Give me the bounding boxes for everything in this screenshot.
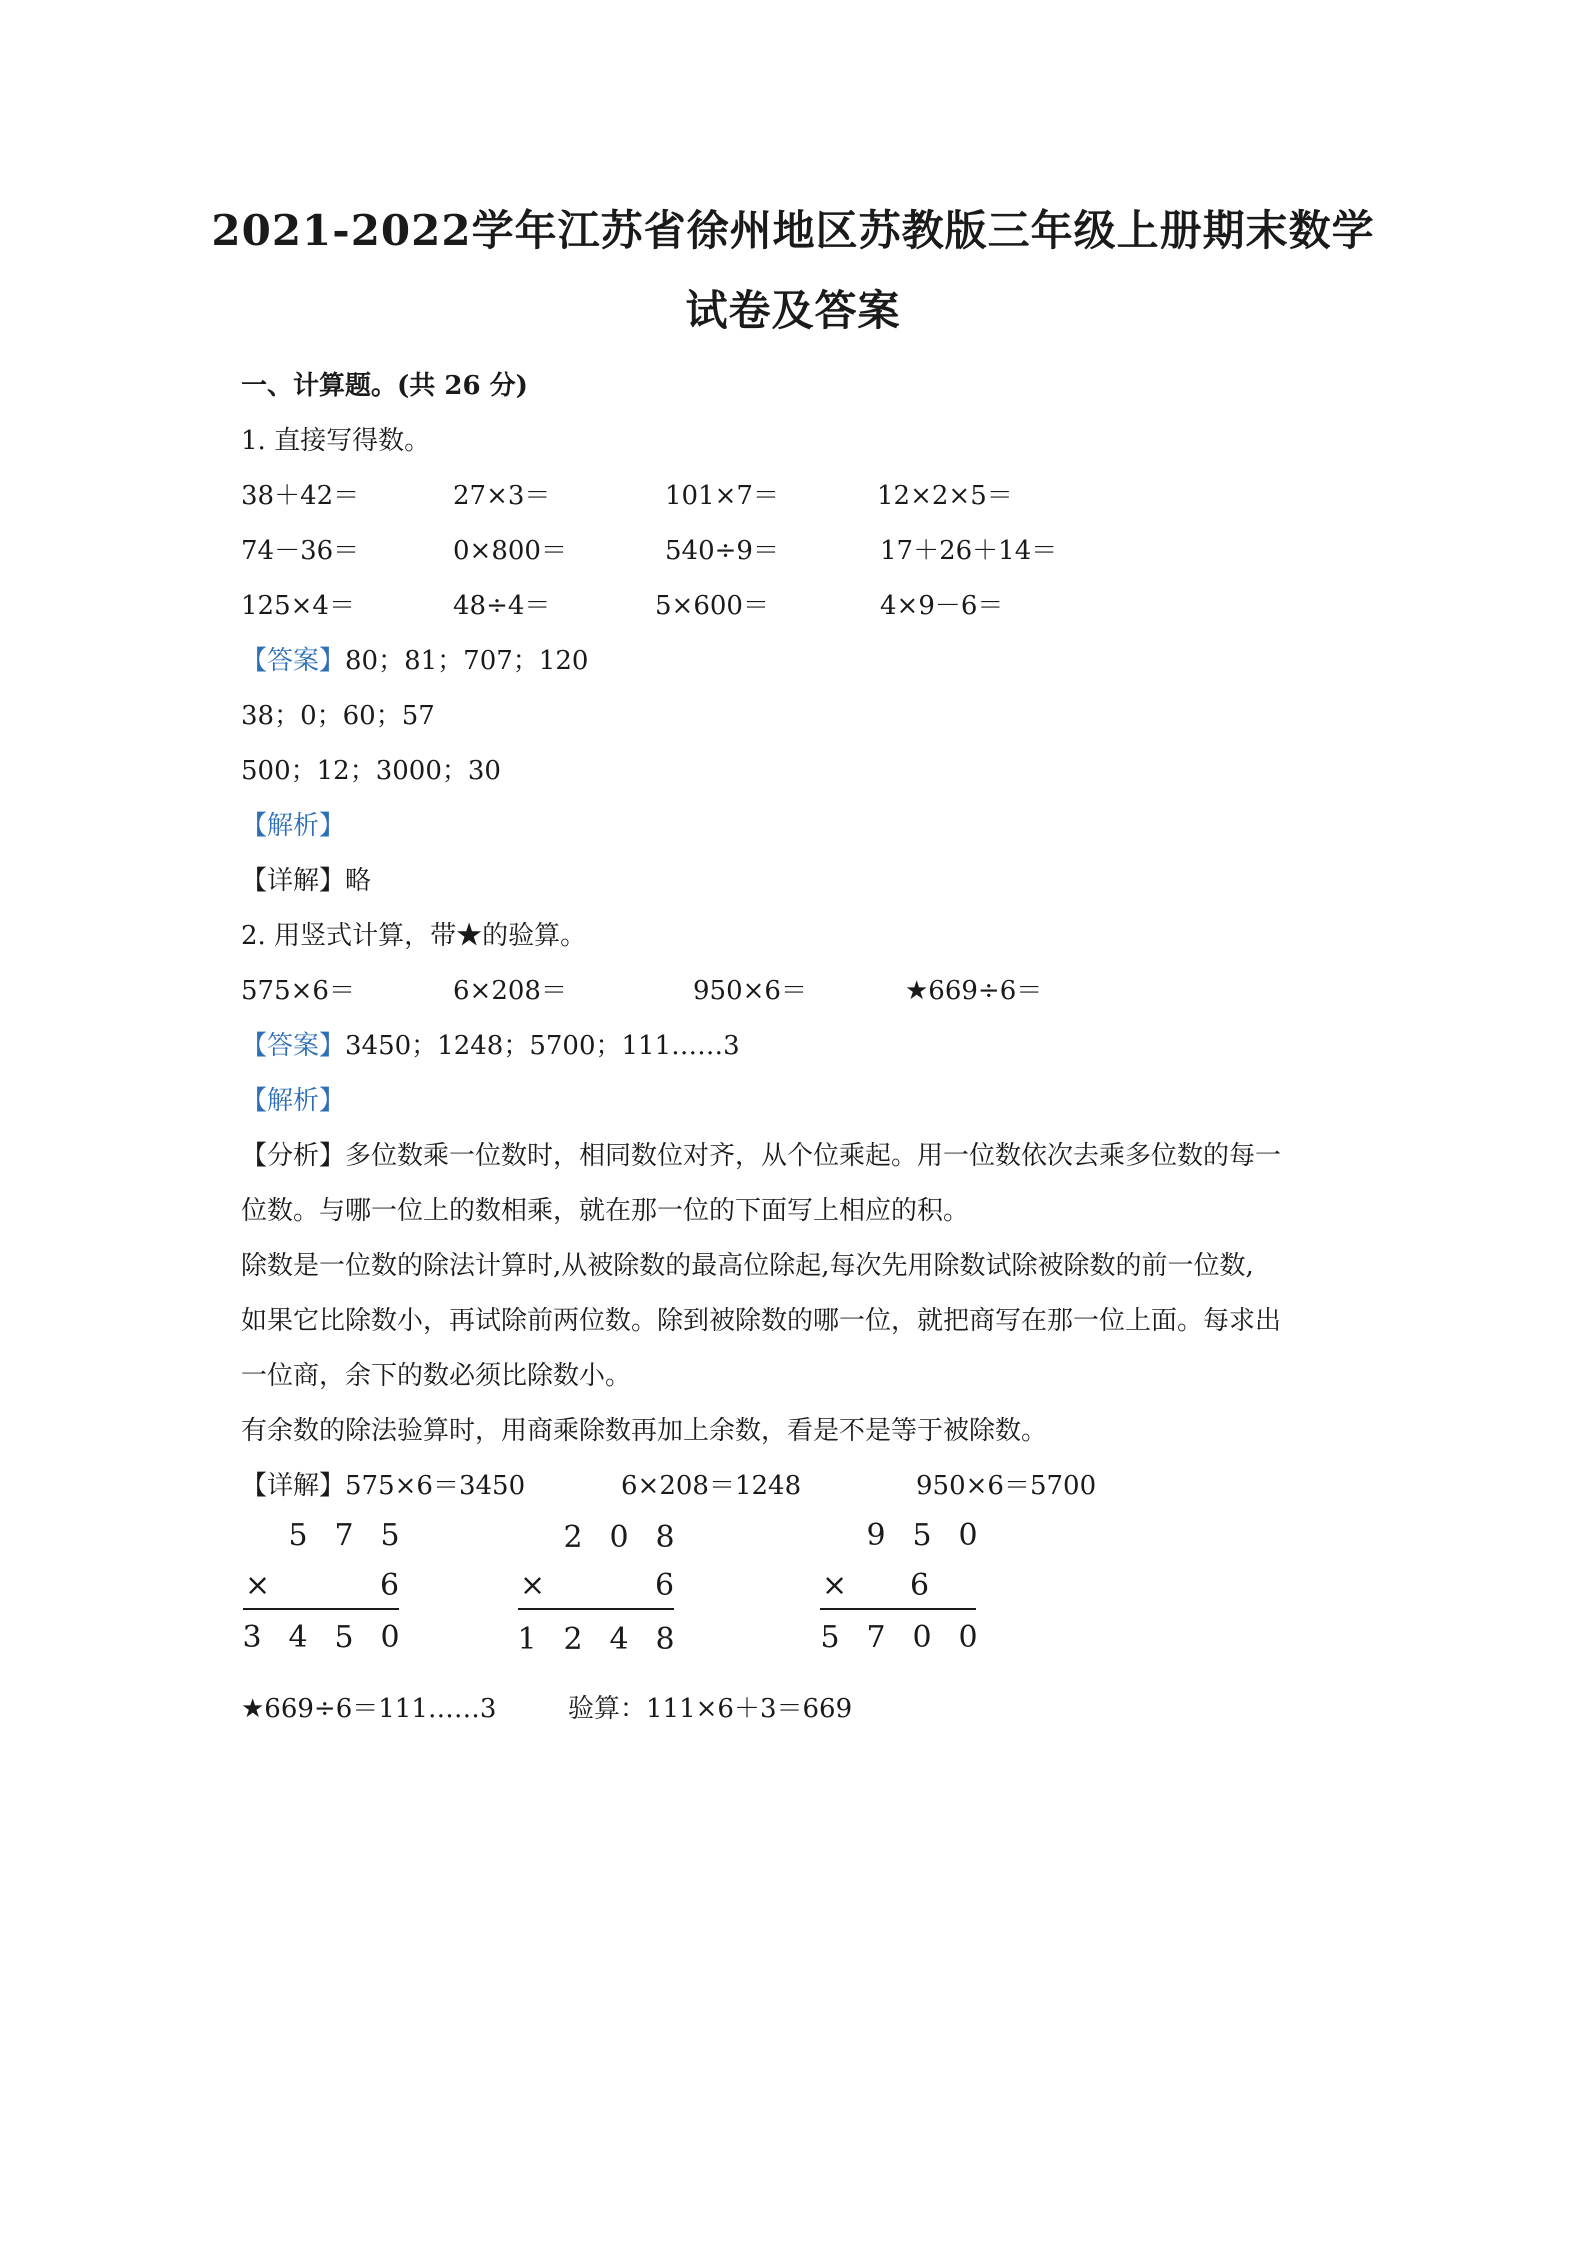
q1-answer-line2: 38；0；60；57 — [241, 701, 435, 731]
q2-detail — [241, 1465, 525, 1502]
times-sign: × — [520, 1568, 546, 1603]
q1-item: 0×800＝ — [453, 536, 567, 566]
q1-detail: 【详解】略 — [241, 866, 372, 896]
times-sign: × — [822, 1568, 848, 1603]
division-check: 验算：111×6＋3＝669 — [568, 1694, 853, 1724]
digit: 0 — [912, 1620, 932, 1655]
multiplicand — [275, 1518, 413, 1553]
question-2-label: 2. 用竖式计算，带★的验算。 — [241, 921, 587, 951]
q1-item: 38＋42＝ — [241, 481, 360, 511]
multiplicand — [550, 1520, 688, 1555]
detail-eq: 6×208＝1248 — [621, 1471, 802, 1501]
question-1-label: 1. 直接写得数。 — [241, 426, 431, 456]
q1-item: 4×9－6＝ — [880, 591, 1004, 621]
detail-tag: 【详解】 — [241, 1471, 346, 1501]
q1-item: 27×3＝ — [453, 481, 551, 511]
q1-item: 17＋26＋14＝ — [880, 536, 1058, 566]
q2-answer — [241, 1025, 740, 1062]
q1-answer — [241, 640, 588, 677]
multiplicand — [853, 1518, 991, 1553]
multiplier: 6 — [380, 1568, 400, 1603]
q1-item: 540÷9＝ — [665, 536, 779, 566]
q2-problem: 575×6＝ — [241, 976, 355, 1006]
q1-answer-line3: 500；12；3000；30 — [241, 756, 501, 786]
answer-text: 80；81；707；120 — [345, 646, 589, 676]
digit: 4 — [609, 1622, 629, 1657]
digit: 0 — [958, 1518, 978, 1553]
digit: 2 — [563, 1520, 583, 1555]
analysis-paragraph: 一位商，余下的数必须比除数小。 — [241, 1361, 632, 1391]
product — [807, 1620, 991, 1655]
digit: 5 — [334, 1620, 354, 1655]
answer-text: 3450；1248；5700；111……3 — [345, 1031, 740, 1061]
digit: 5 — [912, 1518, 932, 1553]
q2-analysis-tag: 【解析】 — [241, 1086, 346, 1116]
digit: 0 — [380, 1620, 400, 1655]
detail-eq: 950×6＝5700 — [916, 1471, 1097, 1501]
analysis-paragraph: 位数。与哪一位上的数相乘，就在那一位的下面写上相应的积。 — [241, 1196, 970, 1226]
digit: 2 — [563, 1622, 583, 1657]
q1-item: 5×600＝ — [655, 591, 769, 621]
product — [504, 1622, 688, 1657]
detail-eq: 575×6＝3450 — [345, 1471, 526, 1501]
digit: 8 — [655, 1622, 675, 1657]
q1-analysis-tag: 【解析】 — [241, 811, 346, 841]
division-result: ★669÷6＝111……3 — [241, 1694, 497, 1724]
q1-item: 101×7＝ — [665, 481, 779, 511]
calc-rule — [820, 1608, 976, 1610]
times-sign: × — [245, 1568, 271, 1603]
q2-problem: 950×6＝ — [693, 976, 807, 1006]
doc-title-line1: 2021-2022学年江苏省徐州地区苏教版三年级上册期末数学 — [211, 206, 1375, 255]
digit: 5 — [380, 1518, 400, 1553]
calc-rule — [518, 1608, 674, 1610]
multiplier: 6 — [910, 1568, 930, 1603]
digit: 4 — [288, 1620, 308, 1655]
analysis-paragraph: 除数是一位数的除法计算时,从被除数的最高位除起,每次先用除数试除被除数的前一位数, — [241, 1251, 1254, 1281]
analysis-paragraph: 如果它比除数小，再试除前两位数。除到被除数的哪一位，就把商写在那一位上面。每求出 — [241, 1306, 1282, 1336]
digit: 8 — [655, 1520, 675, 1555]
digit: 9 — [866, 1518, 886, 1553]
doc-title-line2: 试卷及答案 — [685, 286, 901, 335]
calc-rule — [243, 1608, 399, 1610]
digit: 1 — [517, 1622, 537, 1657]
q1-item: 74－36＝ — [241, 536, 360, 566]
section-heading: 一、计算题。(共 26 分) — [241, 371, 528, 401]
digit: 7 — [334, 1518, 354, 1553]
digit: 0 — [609, 1520, 629, 1555]
digit: 3 — [242, 1620, 262, 1655]
digit: 5 — [820, 1620, 840, 1655]
answer-tag: 【答案】 — [241, 1031, 346, 1061]
digit: 0 — [958, 1620, 978, 1655]
q1-item: 48÷4＝ — [453, 591, 551, 621]
q1-item: 125×4＝ — [241, 591, 355, 621]
digit: 5 — [288, 1518, 308, 1553]
product — [229, 1620, 413, 1655]
q2-problem: 6×208＝ — [453, 976, 567, 1006]
q2-problem: ★669÷6＝ — [905, 976, 1043, 1006]
analysis-paragraph: 有余数的除法验算时，用商乘除数再加上余数，看是不是等于被除数。 — [241, 1416, 1048, 1446]
q1-item: 12×2×5＝ — [877, 481, 1013, 511]
analysis-paragraph: 【分析】多位数乘一位数时，相同数位对齐，从个位乘起。用一位数依次去乘多位数的每一 — [241, 1141, 1282, 1171]
multiplier: 6 — [655, 1568, 675, 1603]
digit: 7 — [866, 1620, 886, 1655]
answer-tag: 【答案】 — [241, 646, 346, 676]
